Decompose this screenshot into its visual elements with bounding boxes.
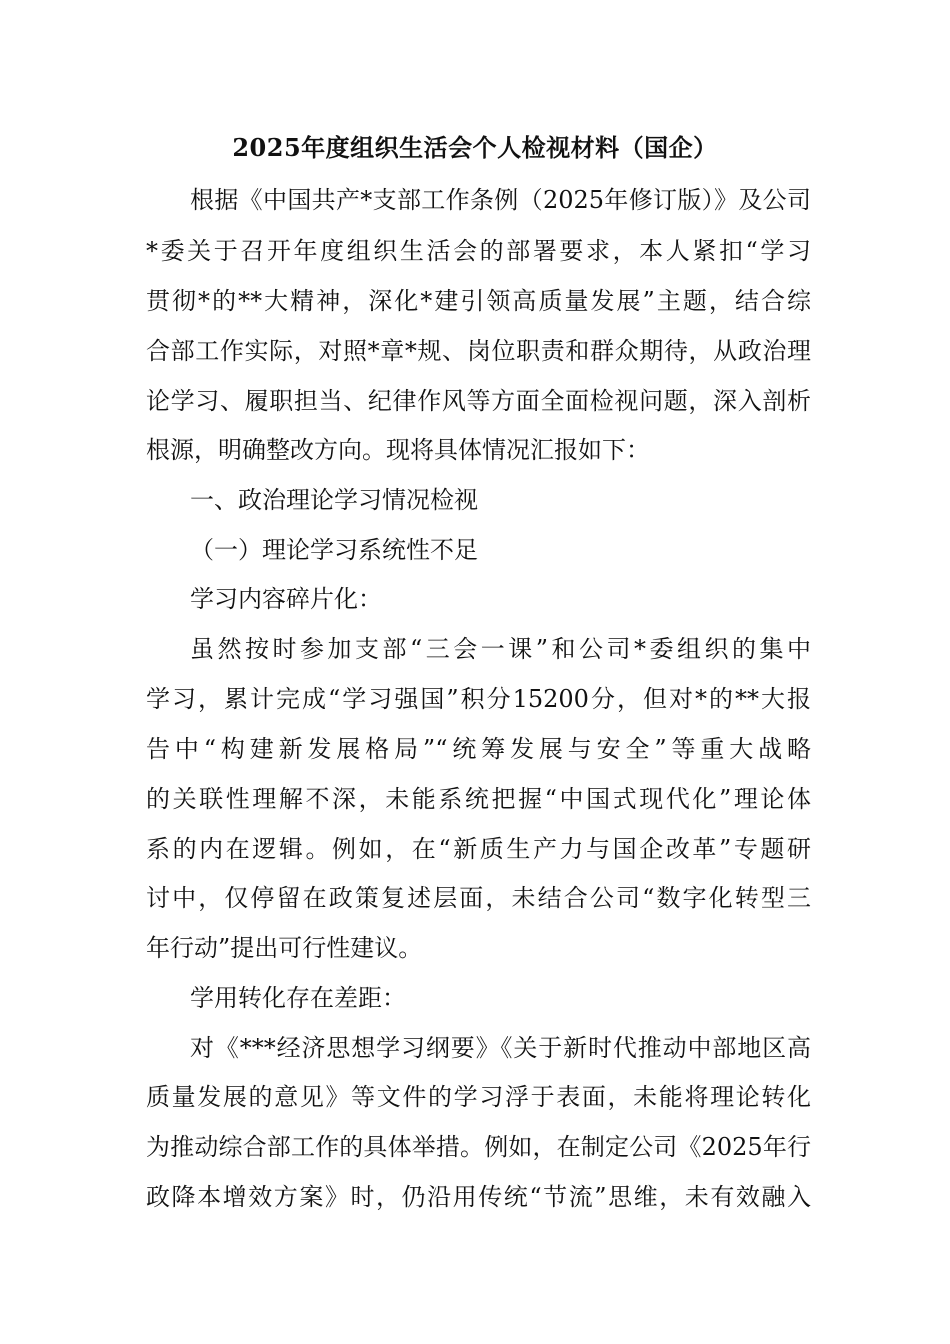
intro-line-1: 根据《中国共产*支部工作条例（2025年修订版）》及公司	[190, 186, 811, 214]
document-title: 2025年度组织生活会个人检视材料（国企）	[232, 133, 718, 162]
intro-line-3: 贯彻*的**大精神，深化*建引领高质量发展”主题，结合综	[146, 287, 811, 315]
point1-line-7: 年行动”提出可行性建议。	[146, 934, 423, 962]
point1-line-2: 学习，累计完成“学习强国”积分15200分，但对*的**大报	[146, 685, 811, 713]
subsection-heading: （一）理论学习系统性不足	[190, 536, 478, 564]
point2-line-3: 为推动综合部工作的具体举措。例如，在制定公司《2025年行	[146, 1133, 811, 1161]
intro-line-4: 合部工作实际，对照*章*规、岗位职责和群众期待，从政治理	[146, 337, 811, 365]
point1-line-5: 系的内在逻辑。例如，在“新质生产力与国企改革”专题研	[146, 835, 811, 863]
point1-line-4: 的关联性理解不深，未能系统把握“中国式现代化”理论体	[146, 785, 811, 813]
point-heading-1: 学习内容碎片化：	[190, 585, 382, 613]
intro-line-2: *委关于召开年度组织生活会的部署要求，本人紧扣“学习	[146, 237, 811, 265]
point1-line-6: 讨中，仅停留在政策复述层面，未结合公司“数字化转型三	[146, 884, 811, 912]
point2-line-2: 质量发展的意见》等文件的学习浮于表面，未能将理论转化	[146, 1083, 811, 1111]
point2-line-4: 政降本增效方案》时，仍沿用传统“节流”思维，未有效融入	[146, 1183, 811, 1211]
point-heading-2: 学用转化存在差距：	[190, 984, 406, 1012]
section-heading: 一、政治理论学习情况检视	[190, 486, 478, 514]
point1-line-3: 告中“构建新发展格局”“统筹发展与安全”等重大战略	[146, 735, 811, 763]
point2-line-1: 对《***经济思想学习纲要》《关于新时代推动中部地区高	[190, 1034, 811, 1062]
intro-line-5: 论学习、履职担当、纪律作风等方面全面检视问题，深入剖析	[146, 387, 811, 415]
intro-line-6: 根源，明确整改方向。现将具体情况汇报如下：	[146, 436, 650, 464]
point1-line-1: 虽然按时参加支部“三会一课”和公司*委组织的集中	[190, 635, 811, 663]
